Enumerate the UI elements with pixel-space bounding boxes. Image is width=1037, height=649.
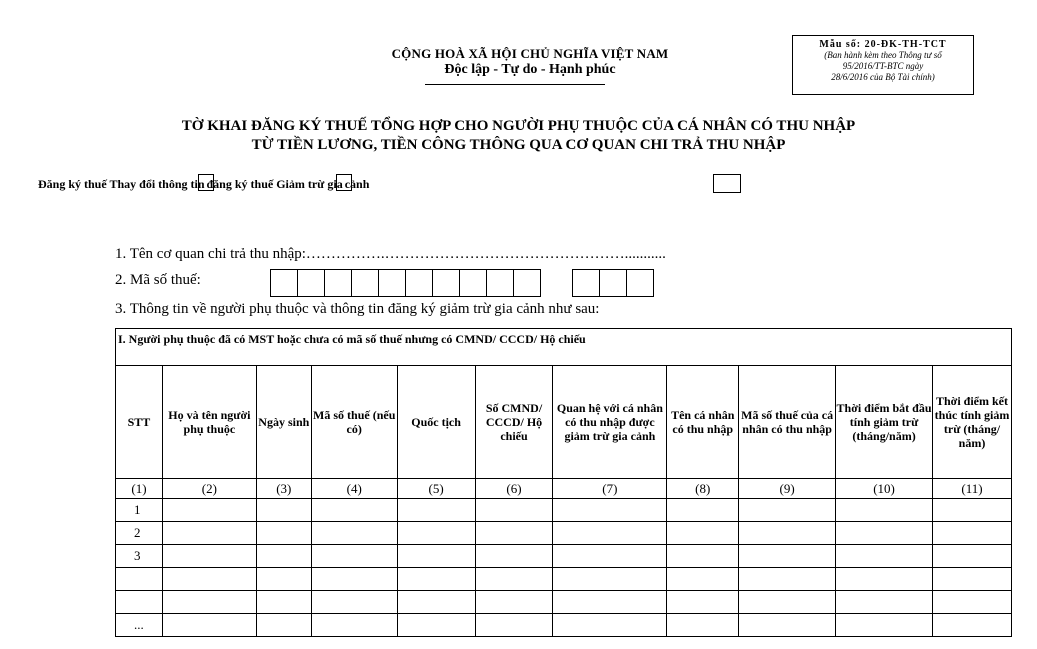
table-cell[interactable]: [667, 499, 739, 522]
form-title-line2: TỪ TIỀN LƯƠNG, TIỀN CÔNG THÔNG QUA CƠ QUAN CHI TRẢ THU NHẬP: [251, 137, 786, 153]
row-number: 3: [116, 545, 163, 568]
option-text-3: cảnh: [344, 177, 370, 191]
table-cell[interactable]: [475, 568, 553, 591]
column-number-5: (5): [397, 479, 475, 499]
option-text-2: đăng ký thuế Giảm trừ gia: [206, 177, 343, 191]
column-number-10: (10): [836, 479, 933, 499]
table-cell[interactable]: [933, 545, 1012, 568]
table-cell[interactable]: [667, 591, 739, 614]
column-number-6: (6): [475, 479, 553, 499]
table-cell[interactable]: [162, 545, 256, 568]
table-cell[interactable]: [667, 614, 739, 637]
table-cell[interactable]: [667, 545, 739, 568]
table-cell[interactable]: [475, 545, 553, 568]
column-header-5: Quốc tịch: [397, 366, 475, 479]
form-title-line1: TỜ KHAI ĐĂNG KÝ THUẾ TỔNG HỢP CHO NGƯỜI PHỤ THUỘC CỦA CÁ NHÂN CÓ THU NHẬP: [181, 118, 856, 134]
row-number: 2: [116, 522, 163, 545]
column-number-4: (4): [311, 479, 397, 499]
form-note-line2: 95/2016/TT-BTC ngày: [842, 61, 924, 71]
table-cell[interactable]: [311, 568, 397, 591]
motto-underline: [425, 84, 605, 85]
table-cell[interactable]: [739, 545, 836, 568]
table-cell[interactable]: [256, 568, 311, 591]
motto-heading: Độc lập - Tự do - Hạnh phúc: [444, 62, 616, 77]
table-cell[interactable]: [475, 591, 553, 614]
table-cell[interactable]: [475, 614, 553, 637]
column-header-2: Họ và tên người phụ thuộc: [162, 366, 256, 479]
column-number-1: (1): [116, 479, 163, 499]
tax-code-digit[interactable]: [405, 269, 433, 297]
table-cell[interactable]: [933, 522, 1012, 545]
table-cell[interactable]: [667, 522, 739, 545]
table-cell[interactable]: [667, 568, 739, 591]
dependent-info-label: 3. Thông tin về người phụ thuộc và thông tin đăng ký giảm trừ gia cảnh như sau:: [115, 301, 600, 317]
form-number-box: [792, 35, 974, 95]
column-number-9: (9): [739, 479, 836, 499]
register-checkbox[interactable]: [713, 174, 741, 193]
column-header-9: Mã số thuế của cá nhân có thu nhập: [739, 366, 836, 479]
table-cell[interactable]: [553, 591, 667, 614]
tax-code-digit[interactable]: [324, 269, 352, 297]
table-cell[interactable]: [397, 591, 475, 614]
tax-code-boxes[interactable]: [271, 269, 541, 295]
table-cell[interactable]: [739, 614, 836, 637]
column-header-11: Thời điểm kết thúc tính giảm trừ (tháng/ năm): [933, 366, 1012, 479]
table-cell[interactable]: [933, 568, 1012, 591]
tax-code-digit[interactable]: [270, 269, 298, 297]
table-cell[interactable]: [397, 522, 475, 545]
nation-heading: CỘNG HOÀ XÃ HỘI CHỦ NGHĨA VIỆT NAM: [391, 46, 669, 61]
column-header-8: Tên cá nhân có thu nhập: [667, 366, 739, 479]
table-row: [116, 591, 1012, 614]
table-row: [116, 614, 1012, 637]
table-cell[interactable]: [256, 522, 311, 545]
column-number-2: (2): [162, 479, 256, 499]
table-cell[interactable]: [553, 568, 667, 591]
form-note-line1: (Ban hành kèm theo Thông tư số: [824, 50, 942, 60]
row-number: [116, 568, 163, 591]
table-cell[interactable]: [256, 591, 311, 614]
tax-code-label: 2. Mã số thuế:: [115, 272, 201, 288]
table-row: [116, 568, 1012, 591]
tax-code-digit[interactable]: [486, 269, 514, 297]
table-section-title: I. Người phụ thuộc đã có MST hoặc chưa có mã số thuế nhưng có CMND/ CCCD/ Hộ chiếu: [116, 329, 1012, 366]
column-number-7: (7): [553, 479, 667, 499]
table-cell[interactable]: [836, 545, 933, 568]
tax-code-branch-digit[interactable]: [572, 269, 600, 297]
tax-code-branch-digit[interactable]: [599, 269, 627, 297]
column-header-7: Quan hệ với cá nhân có thu nhập được giảm trừ gia cảnh: [553, 366, 667, 479]
table-cell[interactable]: [162, 522, 256, 545]
table-cell[interactable]: [553, 522, 667, 545]
table-cell[interactable]: [162, 591, 256, 614]
column-number-3: (3): [256, 479, 311, 499]
table-cell[interactable]: [836, 614, 933, 637]
table-cell[interactable]: [933, 614, 1012, 637]
column-header-4: Mã số thuế (nếu có): [311, 366, 397, 479]
table-cell[interactable]: [311, 591, 397, 614]
table-cell[interactable]: [397, 568, 475, 591]
table-cell[interactable]: [311, 522, 397, 545]
table-cell[interactable]: [553, 614, 667, 637]
table-cell[interactable]: [553, 499, 667, 522]
tax-code-branch-digit[interactable]: [626, 269, 654, 297]
registration-options: [38, 174, 369, 192]
column-header-10: Thời điểm bắt đầu tính giảm trừ (tháng/năm): [836, 366, 933, 479]
table-cell[interactable]: [933, 591, 1012, 614]
table-cell[interactable]: [475, 522, 553, 545]
table-cell[interactable]: [739, 568, 836, 591]
table-cell[interactable]: [311, 545, 397, 568]
table-cell[interactable]: [836, 499, 933, 522]
table-row: [116, 522, 1012, 545]
table-cell[interactable]: [162, 568, 256, 591]
table-row: [116, 545, 1012, 568]
table-cell[interactable]: [933, 499, 1012, 522]
tax-code-digit[interactable]: [297, 269, 325, 297]
tax-code-digit[interactable]: [351, 269, 379, 297]
table-cell[interactable]: [311, 614, 397, 637]
row-number: ...: [116, 614, 163, 637]
table-cell[interactable]: [836, 522, 933, 545]
table-cell[interactable]: [475, 499, 553, 522]
table-row: [116, 499, 1012, 522]
tax-code-digit[interactable]: [513, 269, 541, 297]
column-number-11: (11): [933, 479, 1012, 499]
form-code: Mẫu số: 20-ĐK-TH-TCT: [819, 39, 947, 50]
tax-code-branch-boxes[interactable]: [573, 269, 654, 295]
table-cell[interactable]: [256, 545, 311, 568]
table-cell[interactable]: [397, 614, 475, 637]
table-cell[interactable]: [836, 591, 933, 614]
table-cell[interactable]: [836, 568, 933, 591]
table-cell[interactable]: [739, 499, 836, 522]
table-cell[interactable]: [397, 499, 475, 522]
table-cell[interactable]: [256, 614, 311, 637]
table-cell[interactable]: [739, 522, 836, 545]
dependents-table: [115, 328, 1012, 637]
row-number: 1: [116, 499, 163, 522]
table-cell[interactable]: [162, 614, 256, 637]
column-header-1: STT: [116, 366, 163, 479]
payer-name-field[interactable]: 1. Tên cơ quan chi trả thu nhập:…………….…………………………………………...........: [115, 246, 666, 262]
option-text-1: Đăng ký thuế Thay đổi thông tin: [38, 177, 205, 191]
table-cell[interactable]: [311, 499, 397, 522]
table-cell[interactable]: [162, 499, 256, 522]
tax-code-digit[interactable]: [459, 269, 487, 297]
table-cell[interactable]: [397, 545, 475, 568]
table-cell[interactable]: [739, 591, 836, 614]
column-header-6: Số CMND/ CCCD/ Hộ chiếu: [475, 366, 553, 479]
tax-code-digit[interactable]: [378, 269, 406, 297]
tax-code-digit[interactable]: [432, 269, 460, 297]
column-number-8: (8): [667, 479, 739, 499]
table-cell[interactable]: [553, 545, 667, 568]
table-cell[interactable]: [256, 499, 311, 522]
row-number: [116, 591, 163, 614]
form-note-line3: 28/6/2016 của Bộ Tài chính): [831, 72, 935, 82]
column-header-3: Ngày sinh: [256, 366, 311, 479]
